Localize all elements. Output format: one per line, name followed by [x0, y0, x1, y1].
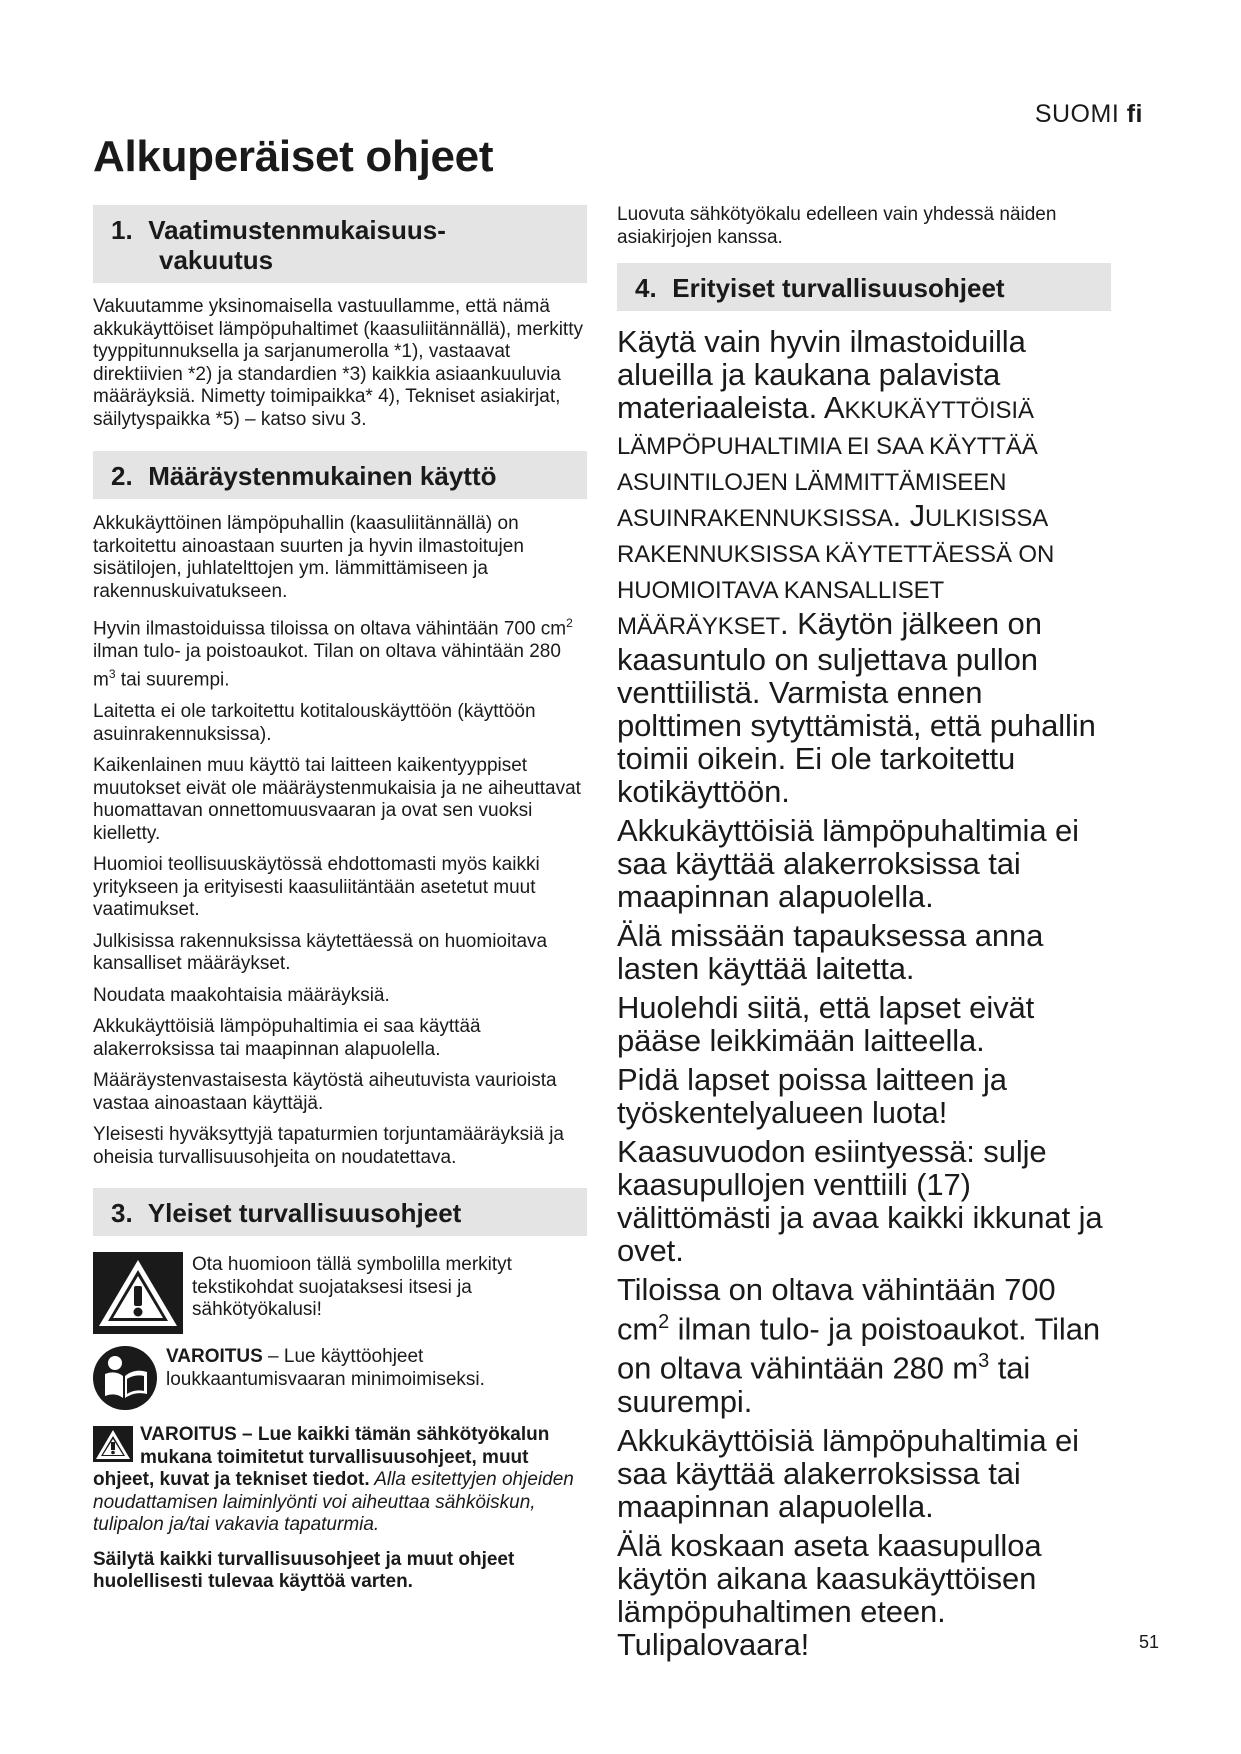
ventilated-areas-paragraph: [617, 325, 1111, 808]
ventilation-text-a: Hyvin ilmastoiduissa tiloissa on oltava vähintään 700 cm: [93, 618, 567, 640]
section-4-number: 4.: [635, 273, 657, 303]
general-warning-block: [93, 1424, 587, 1594]
general-warning-text: [93, 1424, 587, 1537]
country-regulations-paragraph: Noudata maakohtaisia määräyksiä.: [93, 984, 390, 1006]
children-play-warning: Huolehdi siitä, että lapset eivät pääse leikkimään laitteella.: [617, 990, 1035, 1058]
section-2-heading: [93, 451, 587, 499]
general-warning-bold: VAROITUS – Lue kaikki tämän sähkötyökalun mukana toimitetut turvallisuusohjeet, muut ohjeet, kuvat ja tekniset tiedot.: [93, 1424, 550, 1491]
warning-small-icon: [93, 1426, 133, 1462]
section-3-number: 3.: [111, 1198, 133, 1229]
read-manual-label: VAROITUS: [166, 1346, 263, 1368]
left-column: [93, 205, 587, 1603]
ventilation-text-b: ilman tulo- ja poistoaukot. Tilan on oltava vähintään 280 m: [93, 640, 561, 691]
page-number: 51: [1138, 1632, 1159, 1652]
ventilation-text-c: tai suurempi.: [115, 669, 230, 691]
room-text-b: ilman tulo- ja poistoaukot. Tilan on oltava vähintään 280 m: [617, 1311, 1100, 1386]
section-1-title-line1: Vaatimustenmukaisuus-: [148, 215, 446, 245]
basement-paragraph: Akkukäyttöisiä lämpöpuhaltimia ei saa käyttää alakerroksissa tai maapinnan alapuolella.: [93, 1016, 481, 1060]
section-2-number: 2.: [111, 461, 133, 491]
children-use-warning: Älä missään tapauksessa anna lasten käyttää laitetta.: [617, 918, 1044, 986]
read-manual-text: [166, 1346, 587, 1391]
page-title: Alkuperäiset ohjeet: [93, 132, 494, 181]
section-4-heading: [617, 263, 1111, 311]
ventilated-caps-1: KKUKÄYTTÖISIÄ LÄMPÖPUHALTIMIA EI SAA KÄYTTÄÄ ASUINTILOJEN LÄMMITTÄMISEEN ASUINRAKENNUKSISSA: [617, 397, 1038, 532]
industrial-paragraph: Huomioi teollisuuskäytössä ehdottomasti myös kaikki yritykseen ja erityisesti kaasuliitäntään asetetut muut vaatimukset.: [93, 854, 540, 921]
right-column: [617, 204, 1111, 1667]
ventilated-text-b: . J: [892, 498, 926, 533]
liability-paragraph: Määräystenvastaisesta käytöstä aiheutuvista vaurioista vastaa ainoastaan käyttäjä.: [93, 1070, 557, 1114]
language-code: fi: [1126, 100, 1143, 128]
accident-prevention-paragraph: Yleisesti hyväksyttyjä tapaturmien torjuntamääräyksiä ja oheisia turvallisuusohjeita on noudatettava.: [93, 1124, 564, 1168]
room-superscript-3: 3: [978, 1350, 990, 1373]
language-name: SUOMI: [1034, 100, 1120, 128]
ventilated-text-a: Käytä vain hyvin ilmastoiduilla alueilla ja kaukana palavista materiaaleista. A: [617, 324, 1026, 425]
gas-leak-warning: Kaasuvuodon esiintyessä: sulje kaasupullojen venttiili (17) välittömästi ja avaa kaikki ikkunat ja ovet.: [617, 1134, 1103, 1268]
general-warning-italic: Alla esitettyjen ohjeiden noudattamisen laiminlyönti voi aiheuttaa sähköiskun, tulipalon ja/tai vakavia tapaturmia.: [93, 1469, 574, 1536]
keep-children-away-warning: Pidä lapset poissa laitteen ja työskentelyalueen luota!: [617, 1062, 1007, 1130]
room-text-c: tai suurempi.: [617, 1350, 1031, 1419]
other-use-paragraph: Kaikenlainen muu käyttö tai laitteen kaikentyyppiset muutokset eivät ole määräystenmukaisia ja ne aiheuttavat huomattavan onnettomuusvaaran ja ovat sen vuoksi kielletty.: [93, 755, 581, 844]
household-paragraph: Laitetta ei ole tarkoitettu kotitalouskäyttöön (käyttöön asuinrakennuksissa).: [93, 701, 536, 745]
language-label: [1035, 100, 1143, 129]
intended-use-paragraph: Akkukäyttöinen lämpöpuhallin (kaasuliitännällä) on tarkoitettu ainoastaan suurten ja hyvin ilmastoitujen sisätilojen, juhlatelttojen ym. lämmittämiseen ja rakennuskuivatukseen.: [93, 513, 524, 602]
read-manual-description: – Lue käyttöohjeet loukkaantumisvaaran minimoimiseksi.: [166, 1346, 485, 1390]
ventilation-paragraph: [93, 612, 587, 692]
hand-over-text: Luovuta sähkötyökalu edelleen vain yhdessä näiden asiakirjojen kanssa.: [617, 204, 1057, 248]
section-1-heading: [93, 205, 587, 283]
ventilated-caps-2: ULKISISSA RAKENNUKSISSA KÄYTETTÄESSÄ ON HUOMIOITAVA KANSALLISET MÄÄRÄYKSET: [617, 505, 1055, 640]
keep-instructions-text: Säilytä kaikki turvallisuusohjeet ja muut ohjeet huolellisesti tulevaa käyttöä varten.: [93, 1548, 515, 1593]
declaration-text: Vakuutamme yksinomaisella vastuullamme, että nämä akkukäyttöiset lämpöpuhaltimet (kaasuliitännällä), merkitty tyyppitunnuksella ja sarjanumerolla *1), vastaavat direktiivien *2) ja standardien *3) kaikkia asiaankuuluvia määräyksiä. Nimetty toimipaikka* 4), Tekniset asiakirjat, säilytyspaikka *5) – katso sivu 3.: [93, 296, 583, 430]
section-3-title: Yleiset turvallisuusohjeet: [147, 1198, 462, 1229]
section-1-title-line2: vakuutus: [159, 245, 274, 275]
symbol-explanation: Ota huomioon tällä symbolilla merkityt tekstikohdat suojataksesi itsesi ja sähkötyökalusi!: [192, 1254, 512, 1321]
section-2-body: [93, 513, 587, 1169]
section-1-number: 1.: [111, 215, 133, 245]
section-2-title: Määräystenmukainen käyttö: [148, 461, 497, 491]
read-manual-icon: [93, 1346, 157, 1410]
public-buildings-paragraph: Julkisissa rakennuksissa käytettäessä on huomioitava kansalliset määräykset.: [93, 930, 548, 975]
room-superscript-2: 2: [658, 1311, 670, 1333]
room-requirements: [617, 1273, 1111, 1418]
ventilated-text-c: . Käytön jälkeen on kaasuntulo on suljettava pullon venttiilistä. Varmista ennen polttimen sytyttämistä, että puhallin toimii oikein. Ei ole tarkoitettu kotikäyttöön.: [617, 606, 1096, 809]
superscript-3: 3: [108, 667, 116, 682]
section-4-title: Erityiset turvallisuusohjeet: [672, 273, 1005, 303]
warning-symbol-row: [93, 1252, 587, 1334]
warning-triangle-icon: [93, 1252, 183, 1334]
section-4-body: [617, 325, 1111, 1661]
read-manual-row: [93, 1346, 587, 1410]
section-1-body: [93, 296, 587, 431]
superscript-2: 2: [566, 616, 573, 630]
section-3-heading: [93, 1188, 587, 1236]
gas-bottle-position-warning: Älä koskaan aseta kaasupulloa käytön aikana kaasukäyttöisen lämpöpuhaltimen eteen. Tulipalovaara!: [617, 1527, 1042, 1662]
basement-warning: Akkukäyttöisiä lämpöpuhaltimia ei saa käyttää alakerroksissa tai maapinnan alapuolella.: [617, 813, 1079, 914]
room-text-a: Tiloissa on oltava vähintään 700 cm: [617, 1272, 1056, 1347]
basement-warning-repeat: Akkukäyttöisiä lämpöpuhaltimia ei saa käyttää alakerroksissa tai maapinnan alapuolella.: [617, 1422, 1079, 1524]
